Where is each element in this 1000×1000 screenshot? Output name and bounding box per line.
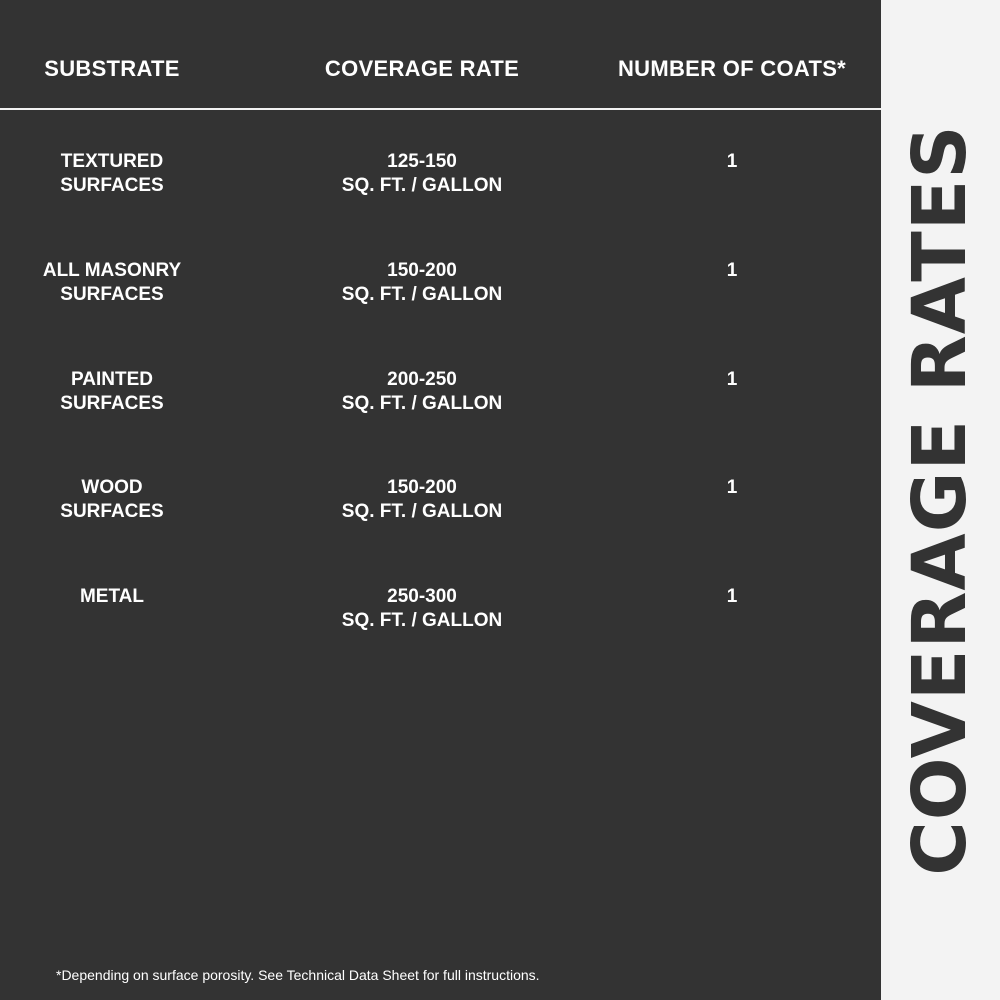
- table-row: [0, 585, 881, 645]
- coverage-range: 200-250: [387, 369, 457, 390]
- substrate-line: SURFACES: [60, 175, 164, 196]
- substrate-line: ALL MASONRY: [42, 260, 182, 281]
- substrate-line: METAL: [79, 586, 145, 607]
- substrate-line: PAINTED: [71, 369, 153, 390]
- header-substrate: SUBSTRATE: [44, 56, 180, 81]
- coverage-unit: SQ. FT. / GALLON: [341, 393, 503, 414]
- table-row: [0, 476, 881, 536]
- coverage-cell: [342, 476, 502, 524]
- coverage-range: 125-150: [387, 151, 457, 172]
- coats-cell: 1: [726, 260, 738, 281]
- table-row: [0, 259, 881, 319]
- substrate-line: SURFACES: [60, 284, 164, 305]
- substrate-line: SURFACES: [60, 501, 164, 522]
- header-number-of-coats: NUMBER OF COATS*: [617, 56, 847, 81]
- header-divider: [0, 108, 900, 110]
- substrate-line: TEXTURED: [60, 151, 164, 172]
- coverage-unit: SQ. FT. / GALLON: [341, 501, 503, 522]
- table-header: [0, 56, 881, 88]
- substrate-cell: [60, 368, 163, 416]
- coverage-cell: [342, 259, 502, 307]
- coverage-cell: [342, 150, 502, 198]
- coats-cell: 1: [726, 477, 738, 498]
- coverage-unit: SQ. FT. / GALLON: [341, 284, 503, 305]
- side-title: COVERAGE RATES: [897, 124, 983, 876]
- substrate-line: WOOD: [81, 477, 143, 498]
- substrate-cell: [60, 476, 163, 524]
- coverage-range: 150-200: [387, 260, 457, 281]
- coverage-unit: SQ. FT. / GALLON: [341, 175, 503, 196]
- coverage-cell: [342, 585, 502, 633]
- coverage-unit: SQ. FT. / GALLON: [341, 610, 503, 631]
- table-row: [0, 150, 881, 210]
- substrate-cell: [43, 259, 181, 307]
- coverage-cell: [342, 368, 502, 416]
- coverage-range: 250-300: [387, 586, 457, 607]
- coats-cell: 1: [726, 586, 738, 607]
- coats-cell: 1: [726, 369, 738, 390]
- footnote: *Depending on surface porosity. See Technical Data Sheet for full instructions.: [56, 967, 540, 983]
- coverage-range: 150-200: [387, 477, 457, 498]
- substrate-cell: [60, 150, 163, 198]
- header-coverage-rate: COVERAGE RATE: [324, 56, 520, 81]
- coats-cell: 1: [726, 151, 738, 172]
- substrate-cell: [80, 585, 144, 609]
- table-row: [0, 368, 881, 428]
- substrate-line: SURFACES: [60, 393, 164, 414]
